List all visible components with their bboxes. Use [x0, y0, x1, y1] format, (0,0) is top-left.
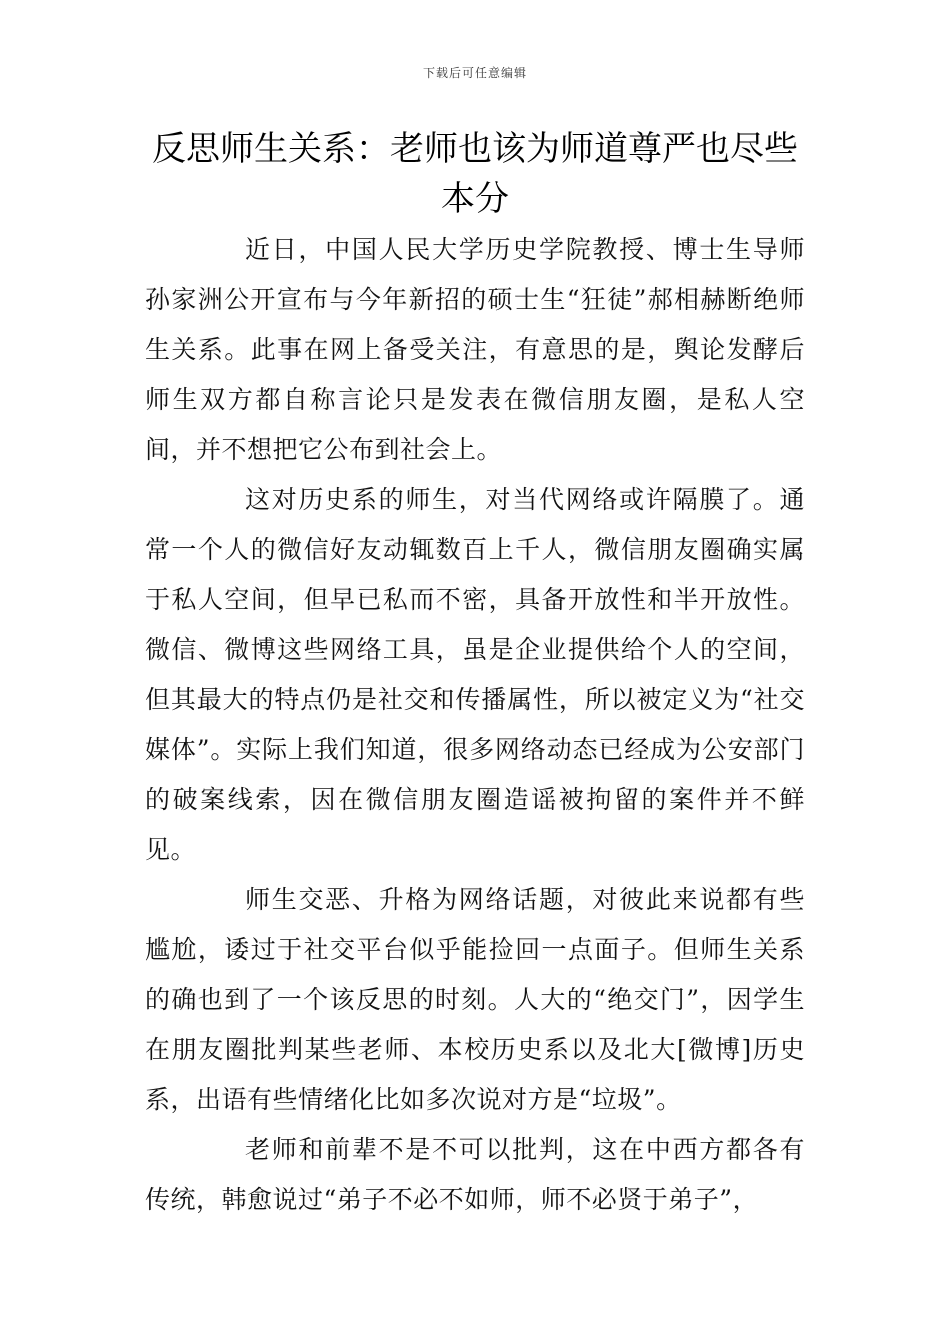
header-note: 下载后可任意编辑	[422, 66, 527, 80]
paragraph: 这对历史系的师生，对当代网络或许隔膜了。通常一个人的微信好友动辄数百上千人，微信朋友圈确实属于私人空间，但早已私而不密，具备开放性和半开放性。微信、微博这些网络工具，虽是企业提供给个人的空间，但其最大的特点仍是社交和传播属性，所以被定义为“社交媒体”。实际上我们知道，很多网络动态已经成为公安部门的破案线索，因在微信朋友圈造谣被拘留的案件并不鲜见。	[145, 485, 805, 864]
page-title: 反思师生关系：老师也该为师道尊严也尽些本分	[152, 129, 798, 219]
paragraph: 近日，中国人民大学历史学院教授、博士生导师孙家洲公开宣布与今年新招的硕士生“狂徒”郝相赫断绝师生关系。此事在网上备受关注，有意思的是，舆论发酵后师生双方都自称言论只是发表在微信朋友圈，是私人空间，并不想把它公布到社会上。	[145, 235, 805, 464]
article-body	[145, 225, 805, 1225]
paragraph: 师生交恶、升格为网络话题，对彼此来说都有些尴尬，诿过于社交平台似乎能捡回一点面子。但师生关系的确也到了一个该反思的时刻。人大的“绝交门”，因学生在朋友圈批判某些老师、本校历史系以及北大[微博]历史系，出语有些情绪化比如多次说对方是“垃圾”。	[145, 885, 805, 1114]
paragraph: 老师和前辈不是不可以批判，这在中西方都各有传统，韩愈说过“弟子不必不如师，师不必贤于弟子”，	[145, 1135, 805, 1214]
